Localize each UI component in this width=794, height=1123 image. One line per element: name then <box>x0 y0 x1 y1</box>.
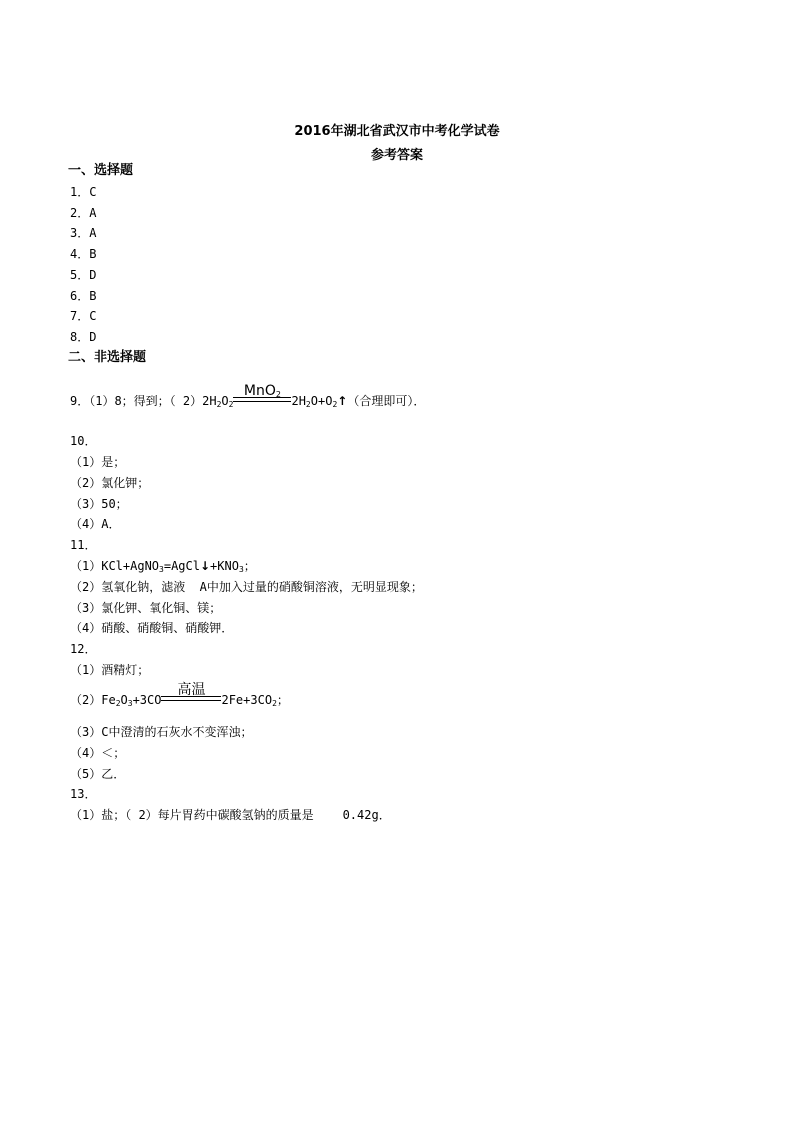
answer-12-1: （1）酒精灯； <box>70 663 150 677</box>
answer-11-2: （2）氢氧化钠，滤液 A中加入过量的硝酸铜溶液，无明显现象； <box>70 580 423 594</box>
q12-eq-b: O <box>120 693 128 707</box>
answer-11-4: （4）硝酸、硝酸铜、硝酸钾． <box>70 621 234 635</box>
catalyst-sub: 2 <box>275 390 281 399</box>
q12-sub: 3 <box>127 699 133 708</box>
reaction-condition-high-temp <box>161 682 221 708</box>
answer-11-1 <box>70 558 256 574</box>
q9-product: 2H <box>291 394 306 408</box>
q12-eq-a: （2）Fe <box>70 693 116 707</box>
gas-arrow-icon: ↑ <box>337 394 348 408</box>
answer-10-3: （3）50； <box>70 497 128 511</box>
answer-3: 3．A <box>70 226 97 240</box>
q9-prefix: 9．（1）8；得到；（ 2）2H <box>70 394 217 408</box>
answer-2: 2．A <box>70 206 97 220</box>
question-11-number: 11． <box>70 538 97 552</box>
q12-sub: 2 <box>115 699 121 708</box>
answer-5: 5．D <box>70 268 97 282</box>
answer-4: 4．B <box>70 247 97 261</box>
condition-label: 高温 <box>177 682 206 698</box>
q9-sub: 2 <box>305 400 311 409</box>
answer-12-5: （5）乙． <box>70 767 126 781</box>
q9-sub: 2 <box>216 400 222 409</box>
answer-1: 1．C <box>70 185 97 199</box>
answer-12-2 <box>70 682 289 708</box>
answer-10-1: （1）是； <box>70 455 126 469</box>
answer-8: 8．D <box>70 330 97 344</box>
page-title: 2016年湖北省武汉市中考化学试卷 <box>294 124 500 139</box>
q9-o: O <box>221 394 229 408</box>
precipitate-arrow-icon: ↓ <box>199 559 211 573</box>
q9-product-tail: O+O <box>310 394 333 408</box>
answer-12-4: （4）＜； <box>70 746 126 760</box>
page-subtitle: 参考答案 <box>370 148 423 163</box>
answer-12-3: （3）C中澄清的石灰水不变浑浊； <box>70 725 253 739</box>
q11-eq-b: =AgCl <box>163 559 200 573</box>
question-13-number: 13． <box>70 787 97 801</box>
q12-sub: 2 <box>272 699 277 708</box>
answer-10-2: （2）氯化钾； <box>70 476 150 490</box>
reaction-condition-mno2 <box>233 383 291 409</box>
catalyst-label: MnO <box>243 383 276 399</box>
q11-sub: 3 <box>159 565 164 574</box>
answer-9 <box>70 383 426 409</box>
q11-eq-d: ； <box>243 559 256 573</box>
q9-sub: 2 <box>228 400 234 409</box>
section-heading-nonchoice: 二、非选择题 <box>68 350 147 365</box>
question-10-number: 10． <box>70 434 97 448</box>
q11-eq-c: +KNO <box>210 559 239 573</box>
q9-suffix: （合理即可）． <box>347 394 426 408</box>
q11-sub: 3 <box>238 565 244 574</box>
answer-10-4: （4）A． <box>70 517 121 531</box>
q12-eq-d: 2Fe+3CO <box>221 693 273 707</box>
q12-eq-c: +3CO <box>132 693 162 707</box>
question-12-number: 12． <box>70 642 97 656</box>
section-heading-choice: 一、选择题 <box>68 163 134 178</box>
answer-6: 6．B <box>70 289 97 303</box>
q9-sub: 2 <box>332 400 338 409</box>
q12-eq-e: ； <box>276 693 289 707</box>
answer-7: 7．C <box>70 309 97 323</box>
answer-11-3: （3）氯化钾、氧化铜、镁； <box>70 601 222 615</box>
answer-13-1: （1）盐；（ 2）每片胃药中碳酸氢钠的质量是 0.42g． <box>70 808 391 822</box>
q11-eq-a: （1）KCl+AgNO <box>70 559 160 573</box>
